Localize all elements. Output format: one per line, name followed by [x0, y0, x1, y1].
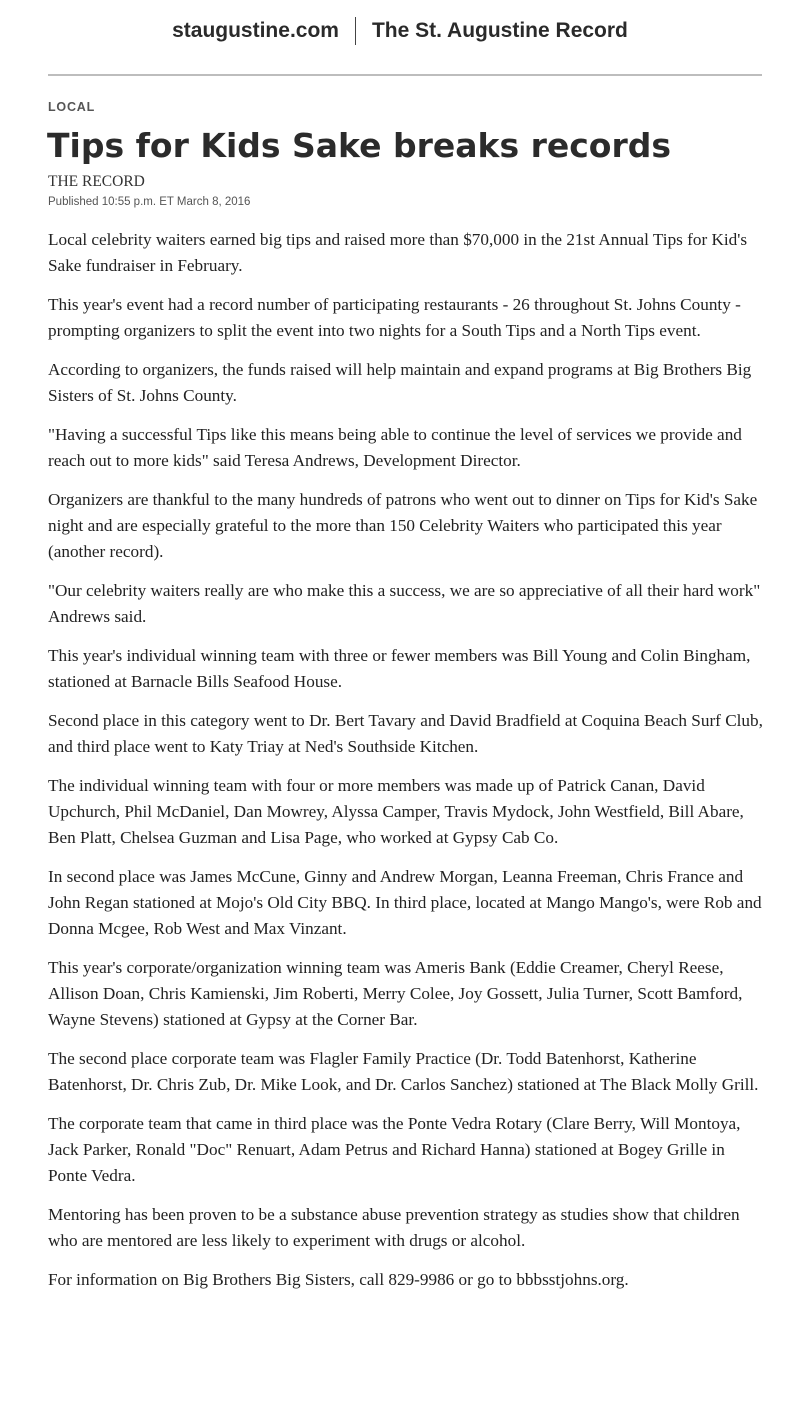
- article-paragraph: The second place corporate team was Flagler Family Practice (Dr. Todd Batenhorst, Katherine Batenhorst, Dr. Chris Zub, Dr. Mike Look, and Dr. Carlos Sanchez) stationed at The Black Molly Grill.: [48, 1049, 759, 1094]
- article-headline: Tips for Kids Sake breaks records: [47, 126, 672, 165]
- article-paragraph: The corporate team that came in third place was the Ponte Vedra Rotary (Clare Berry, Will Montoya, Jack Parker, Ronald "Doc" Renuart, Adam Petrus and Richard Hanna) stationed at Bogey Grille in Ponte Vedra.: [48, 1114, 741, 1185]
- article-paragraph: For information on Big Brothers Big Sisters, call 829-9986 or go to bbbsstjohns.org.: [48, 1270, 629, 1289]
- masthead: [0, 0, 800, 62]
- header-rule: [48, 74, 762, 76]
- site-name-link[interactable]: staugustine.com: [172, 19, 339, 42]
- article-paragraph: "Our celebrity waiters really are who make this a success, we are so appreciative of all their hard work" Andrews said.: [48, 581, 761, 626]
- article-paragraph: "Having a successful Tips like this means being able to continue the level of services we provide and reach out to more kids" said Teresa Andrews, Development Director.: [48, 425, 742, 470]
- section-label[interactable]: LOCAL: [48, 100, 96, 114]
- published-timestamp: Published 10:55 p.m. ET March 8, 2016: [48, 196, 251, 208]
- article-paragraph: According to organizers, the funds raised will help maintain and expand programs at Big Brothers Big Sisters of St. Johns County.: [48, 360, 752, 405]
- article-paragraph: This year's event had a record number of participating restaurants - 26 throughout St. Johns County - prompting organizers to split the event into two nights for a South Tips and a North Tips event.: [48, 295, 741, 340]
- article-paragraph: This year's individual winning team with three or fewer members was Bill Young and Colin Bingham, stationed at Barnacle Bills Seafood House.: [48, 646, 751, 691]
- article-paragraph: Local celebrity waiters earned big tips and raised more than $70,000 in the 21st Annual Tips for Kid's Sake fundraiser in February.: [48, 230, 748, 275]
- article-paragraph: Organizers are thankful to the many hundreds of patrons who went out to dinner on Tips for Kid's Sake night and are especially grateful to the more than 150 Celebrity Waiters who participated this year (another record).: [48, 490, 758, 561]
- article-paragraph: Mentoring has been proven to be a substance abuse prevention strategy as studies show that children who are mentored are less likely to experiment with drugs or alcohol.: [48, 1205, 740, 1250]
- article-paragraph: This year's corporate/organization winning team was Ameris Bank (Eddie Creamer, Cheryl Reese, Allison Doan, Chris Kamienski, Jim Roberti, Merry Colee, Joy Gossett, Julia Turner, Scott Bamford, Wayne Stevens) stationed at Gypsy at the Corner Bar.: [48, 958, 743, 1029]
- article-byline: THE RECORD: [48, 173, 145, 190]
- article-body: [48, 227, 766, 1306]
- paper-name-link[interactable]: The St. Augustine Record: [371, 19, 628, 42]
- article-paragraph: Second place in this category went to Dr. Bert Tavary and David Bradfield at Coquina Beach Surf Club, and third place went to Katy Triay at Ned's Southside Kitchen.: [48, 711, 763, 756]
- article-paragraph: In second place was James McCune, Ginny and Andrew Morgan, Leanna Freeman, Chris France and John Regan stationed at Mojo's Old City BBQ. In third place, located at Mango Mango's, were Rob and Donna Mcgee, Rob West and Max Vinzant.: [48, 867, 762, 938]
- article-paragraph: The individual winning team with four or more members was made up of Patrick Canan, David Upchurch, Phil McDaniel, Dan Mowrey, Alyssa Camper, Travis Mydock, John Westfield, Bill Abare, Ben Platt, Chelsea Guzman and Lisa Page, who worked at Gypsy Cab Co.: [48, 776, 744, 847]
